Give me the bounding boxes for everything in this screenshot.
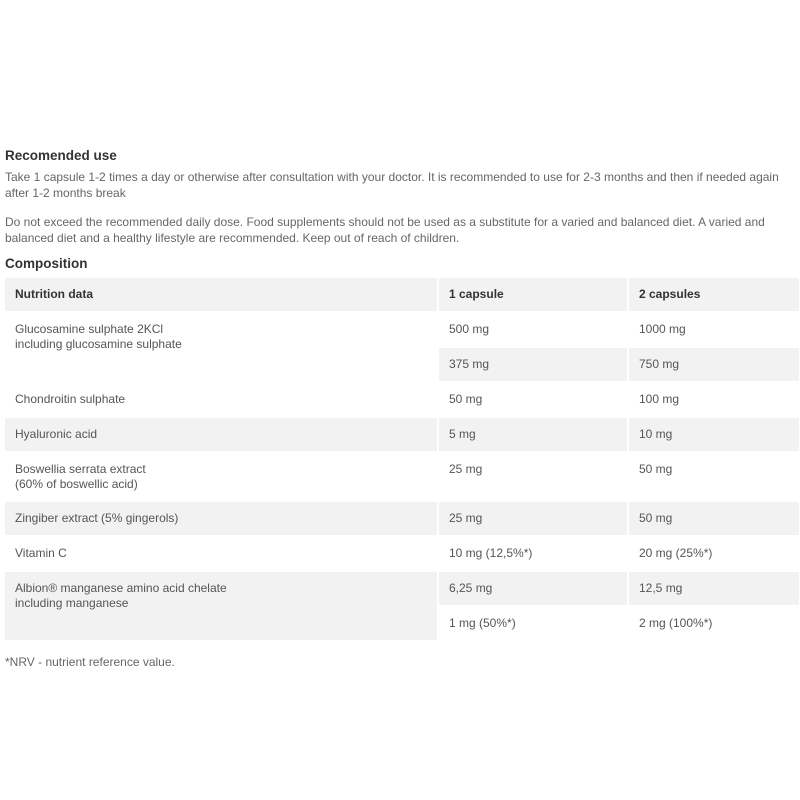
nutrient-subname: including glucosamine sulphate (15, 337, 182, 351)
nutrient-name: Zingiber extract (5% gingerols) (5, 501, 438, 536)
nrv-footnote: *NRV - nutrient reference value. (5, 655, 175, 669)
one-capsule-value: 5 mg (438, 417, 628, 452)
table-row (5, 382, 800, 417)
nutrition-table (5, 278, 800, 642)
one-capsule-value: 500 mg (438, 312, 628, 347)
two-capsules-value: 20 mg (25%*) (628, 536, 800, 571)
header-two-capsules: 2 capsules (628, 278, 800, 312)
recommended-use-heading: Recomended use (5, 148, 117, 163)
two-capsules-value: 100 mg (628, 382, 800, 417)
one-capsule-value: 1 mg (50%*) (438, 606, 628, 641)
two-capsules-value: 1000 mg (628, 312, 800, 347)
nutrient-name: Albion® manganese amino acid chelate (15, 581, 227, 595)
recommended-use-warning-text: Do not exceed the recommended daily dose. Food supplements should not be used as a substitute for a varied and balanced diet. A varied and balanced diet and a healthy lifestyle are recommended. Keep out of reach of children. (5, 215, 765, 245)
one-capsule-value: 25 mg (438, 501, 628, 536)
product-description (5, 148, 800, 670)
two-capsules-value: 10 mg (628, 417, 800, 452)
nutrient-name-cell (5, 452, 438, 501)
nutrient-name: Chondroitin sulphate (5, 382, 438, 417)
two-capsules-value: 12,5 mg (628, 571, 800, 606)
table-row (5, 452, 800, 501)
two-capsules-value: 2 mg (100%*) (628, 606, 800, 641)
nutrient-name-cell (5, 571, 438, 641)
nutrient-name-cell (5, 312, 438, 382)
one-capsule-value: 25 mg (438, 452, 628, 501)
nutrient-name: Vitamin C (5, 536, 438, 571)
one-capsule-value: 375 mg (438, 347, 628, 382)
one-capsule-value: 50 mg (438, 382, 628, 417)
header-one-capsule: 1 capsule (438, 278, 628, 312)
composition-heading: Composition (5, 256, 88, 271)
two-capsules-value: 50 mg (628, 501, 800, 536)
one-capsule-value: 10 mg (12,5%*) (438, 536, 628, 571)
two-capsules-value: 50 mg (628, 452, 800, 501)
nutrient-name: Glucosamine sulphate 2KCl (15, 322, 164, 336)
table-row (5, 536, 800, 571)
table-header-row (5, 278, 800, 312)
table-row (5, 417, 800, 452)
one-capsule-value: 6,25 mg (438, 571, 628, 606)
header-nutrition-data: Nutrition data (5, 278, 438, 312)
table-row (5, 501, 800, 536)
nutrient-name: Boswellia serrata extract (15, 462, 146, 476)
nutrient-subname: (60% of boswellic acid) (15, 477, 138, 491)
recommended-use-dosage-text: Take 1 capsule 1-2 times a day or otherwise after consultation with your doctor. It is recommended to use for 2-3 months and then if needed again after 1-2 months break (5, 170, 779, 200)
table-row (5, 571, 800, 606)
two-capsules-value: 750 mg (628, 347, 800, 382)
nutrient-subname: including manganese (15, 596, 129, 610)
table-row (5, 312, 800, 347)
nutrient-name: Hyaluronic acid (5, 417, 438, 452)
